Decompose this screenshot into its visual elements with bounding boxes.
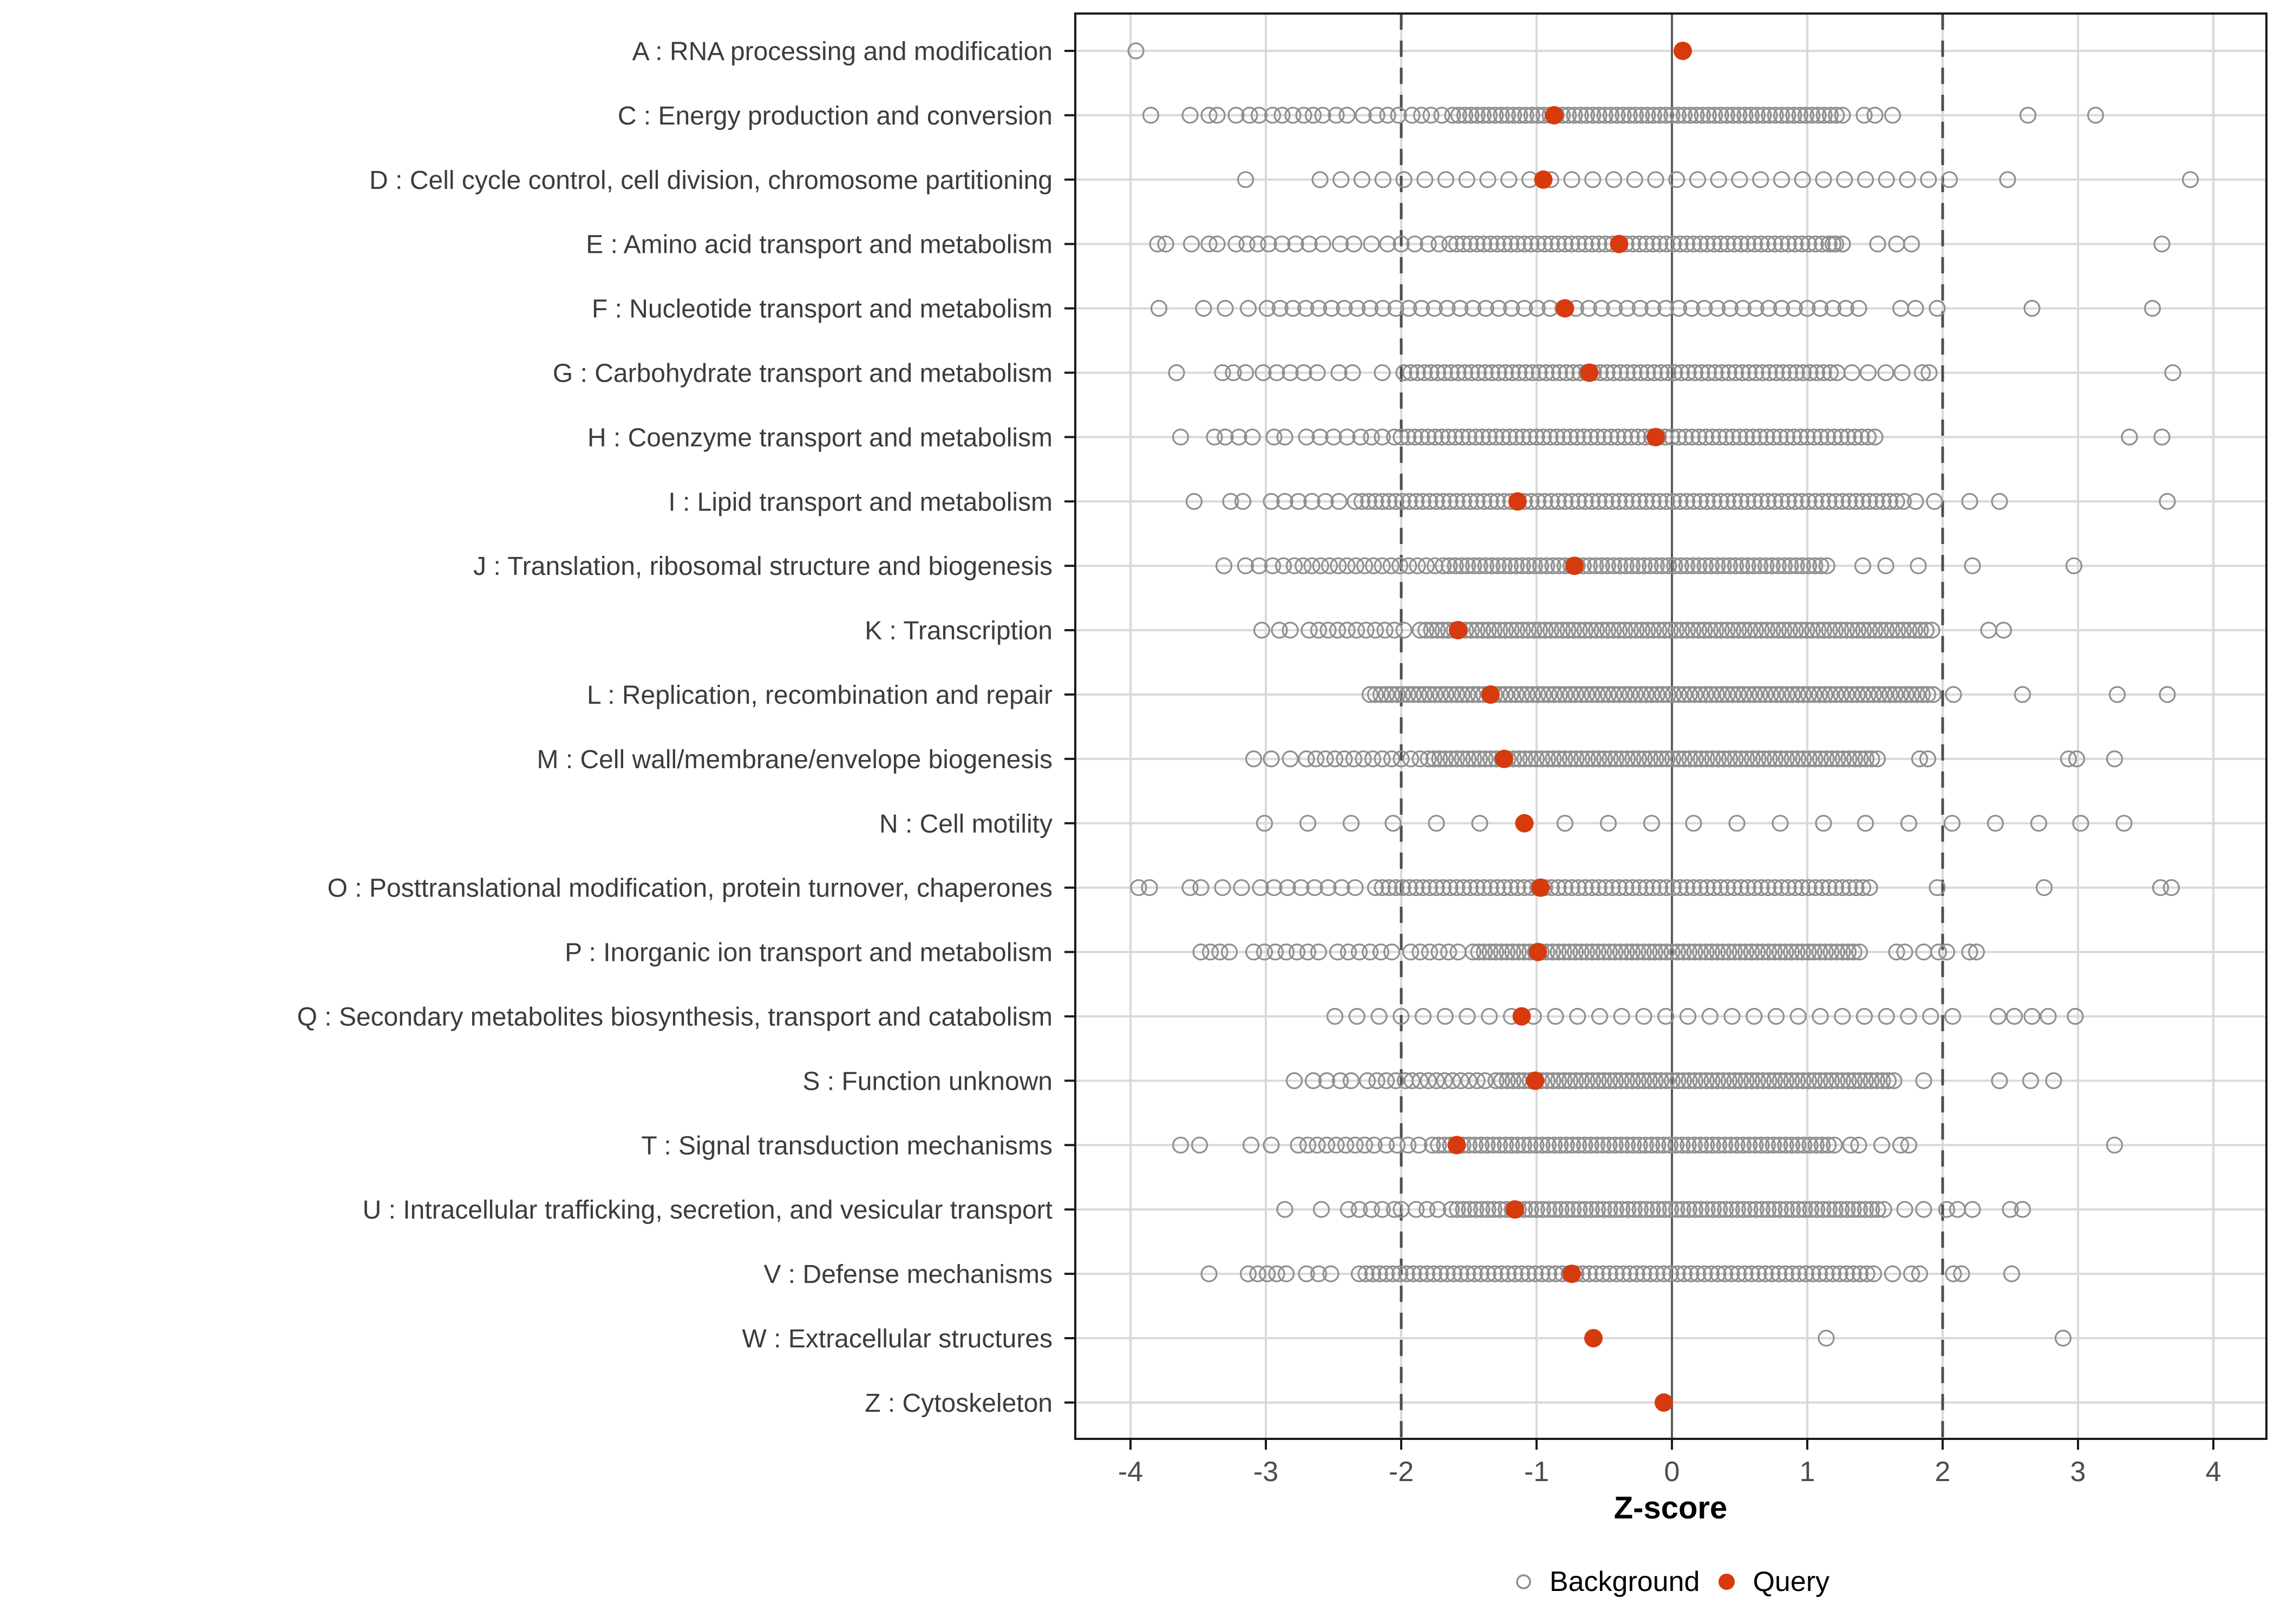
query-point — [1526, 1071, 1545, 1090]
category-label: H : Coenzyme transport and metabolism — [587, 423, 1053, 453]
category-label: F : Nucleotide transport and metabolism — [591, 294, 1053, 324]
query-point — [1580, 364, 1599, 382]
legend — [1075, 1566, 2266, 1598]
x-tick-label: -4 — [1118, 1456, 1143, 1488]
category-label: W : Extracellular structures — [742, 1325, 1053, 1353]
open-circle-icon — [1512, 1570, 1535, 1594]
category-label: M : Cell wall/membrane/envelope biogenesis — [537, 745, 1053, 774]
query-point — [1674, 42, 1692, 60]
x-tick-label: 3 — [2070, 1456, 2086, 1488]
query-point — [1545, 106, 1564, 125]
query-point — [1534, 171, 1553, 189]
query-point — [1655, 1393, 1673, 1412]
category-label: U : Intracellular trafficking, secretion, and vesicular transport — [362, 1196, 1053, 1225]
query-point — [1506, 1200, 1524, 1219]
x-tick-label: -2 — [1388, 1456, 1414, 1488]
category-label: T : Signal transduction mechanisms — [641, 1131, 1053, 1161]
x-tick-label: 0 — [1664, 1456, 1680, 1488]
x-tick-label: 4 — [2205, 1456, 2221, 1488]
category-label: Q : Secondary metabolites biosynthesis, transport and catabolism — [297, 1003, 1053, 1032]
query-point — [1565, 556, 1584, 575]
category-label: N : Cell motility — [879, 809, 1053, 839]
category-label: Z : Cytoskeleton — [865, 1389, 1053, 1418]
query-point — [1563, 1265, 1581, 1283]
category-label: D : Cell cycle control, cell division, chromosome partitioning — [369, 166, 1053, 195]
query-point — [1495, 750, 1513, 768]
query-point — [1556, 299, 1574, 318]
legend-item-query — [1715, 1566, 1829, 1598]
x-axis-title: Z-score — [1613, 1490, 1728, 1525]
query-point — [1529, 943, 1547, 961]
query-point — [1532, 879, 1550, 897]
query-point — [1584, 1329, 1603, 1347]
filled-circle-icon — [1715, 1570, 1739, 1594]
x-tick-label: -1 — [1524, 1456, 1550, 1488]
query-point — [1515, 814, 1534, 833]
x-tick-label: 2 — [1935, 1456, 1951, 1488]
query-point — [1513, 1007, 1531, 1026]
query-point — [1481, 685, 1500, 704]
category-label: L : Replication, recombination and repair — [586, 681, 1053, 710]
category-label: I : Lipid transport and metabolism — [668, 488, 1053, 517]
query-point — [1449, 621, 1467, 639]
category-label: O : Posttranslational modification, protein turnover, chaperones — [327, 874, 1053, 903]
category-label: K : Transcription — [865, 617, 1053, 646]
category-label: A : RNA processing and modification — [632, 37, 1053, 66]
query-point — [1448, 1136, 1466, 1154]
category-label: V : Defense mechanisms — [763, 1260, 1053, 1289]
query-point — [1646, 428, 1665, 446]
legend-label-query: Query — [1753, 1566, 1830, 1597]
x-tick-label: 1 — [1799, 1456, 1815, 1488]
category-label: E : Amino acid transport and metabolism — [586, 230, 1053, 259]
category-label: J : Translation, ribosomal structure and biogenesis — [473, 552, 1053, 581]
legend-item-background — [1512, 1566, 1700, 1598]
query-point — [1610, 235, 1629, 253]
x-tick-label: -3 — [1253, 1456, 1279, 1488]
category-label: G : Carbohydrate transport and metabolism — [552, 359, 1053, 388]
query-point — [1508, 492, 1527, 510]
category-label: S : Function unknown — [802, 1067, 1053, 1096]
category-label: P : Inorganic ion transport and metabolism — [565, 938, 1053, 967]
legend-label-background: Background — [1549, 1566, 1700, 1597]
category-label: C : Energy production and conversion — [617, 101, 1053, 130]
